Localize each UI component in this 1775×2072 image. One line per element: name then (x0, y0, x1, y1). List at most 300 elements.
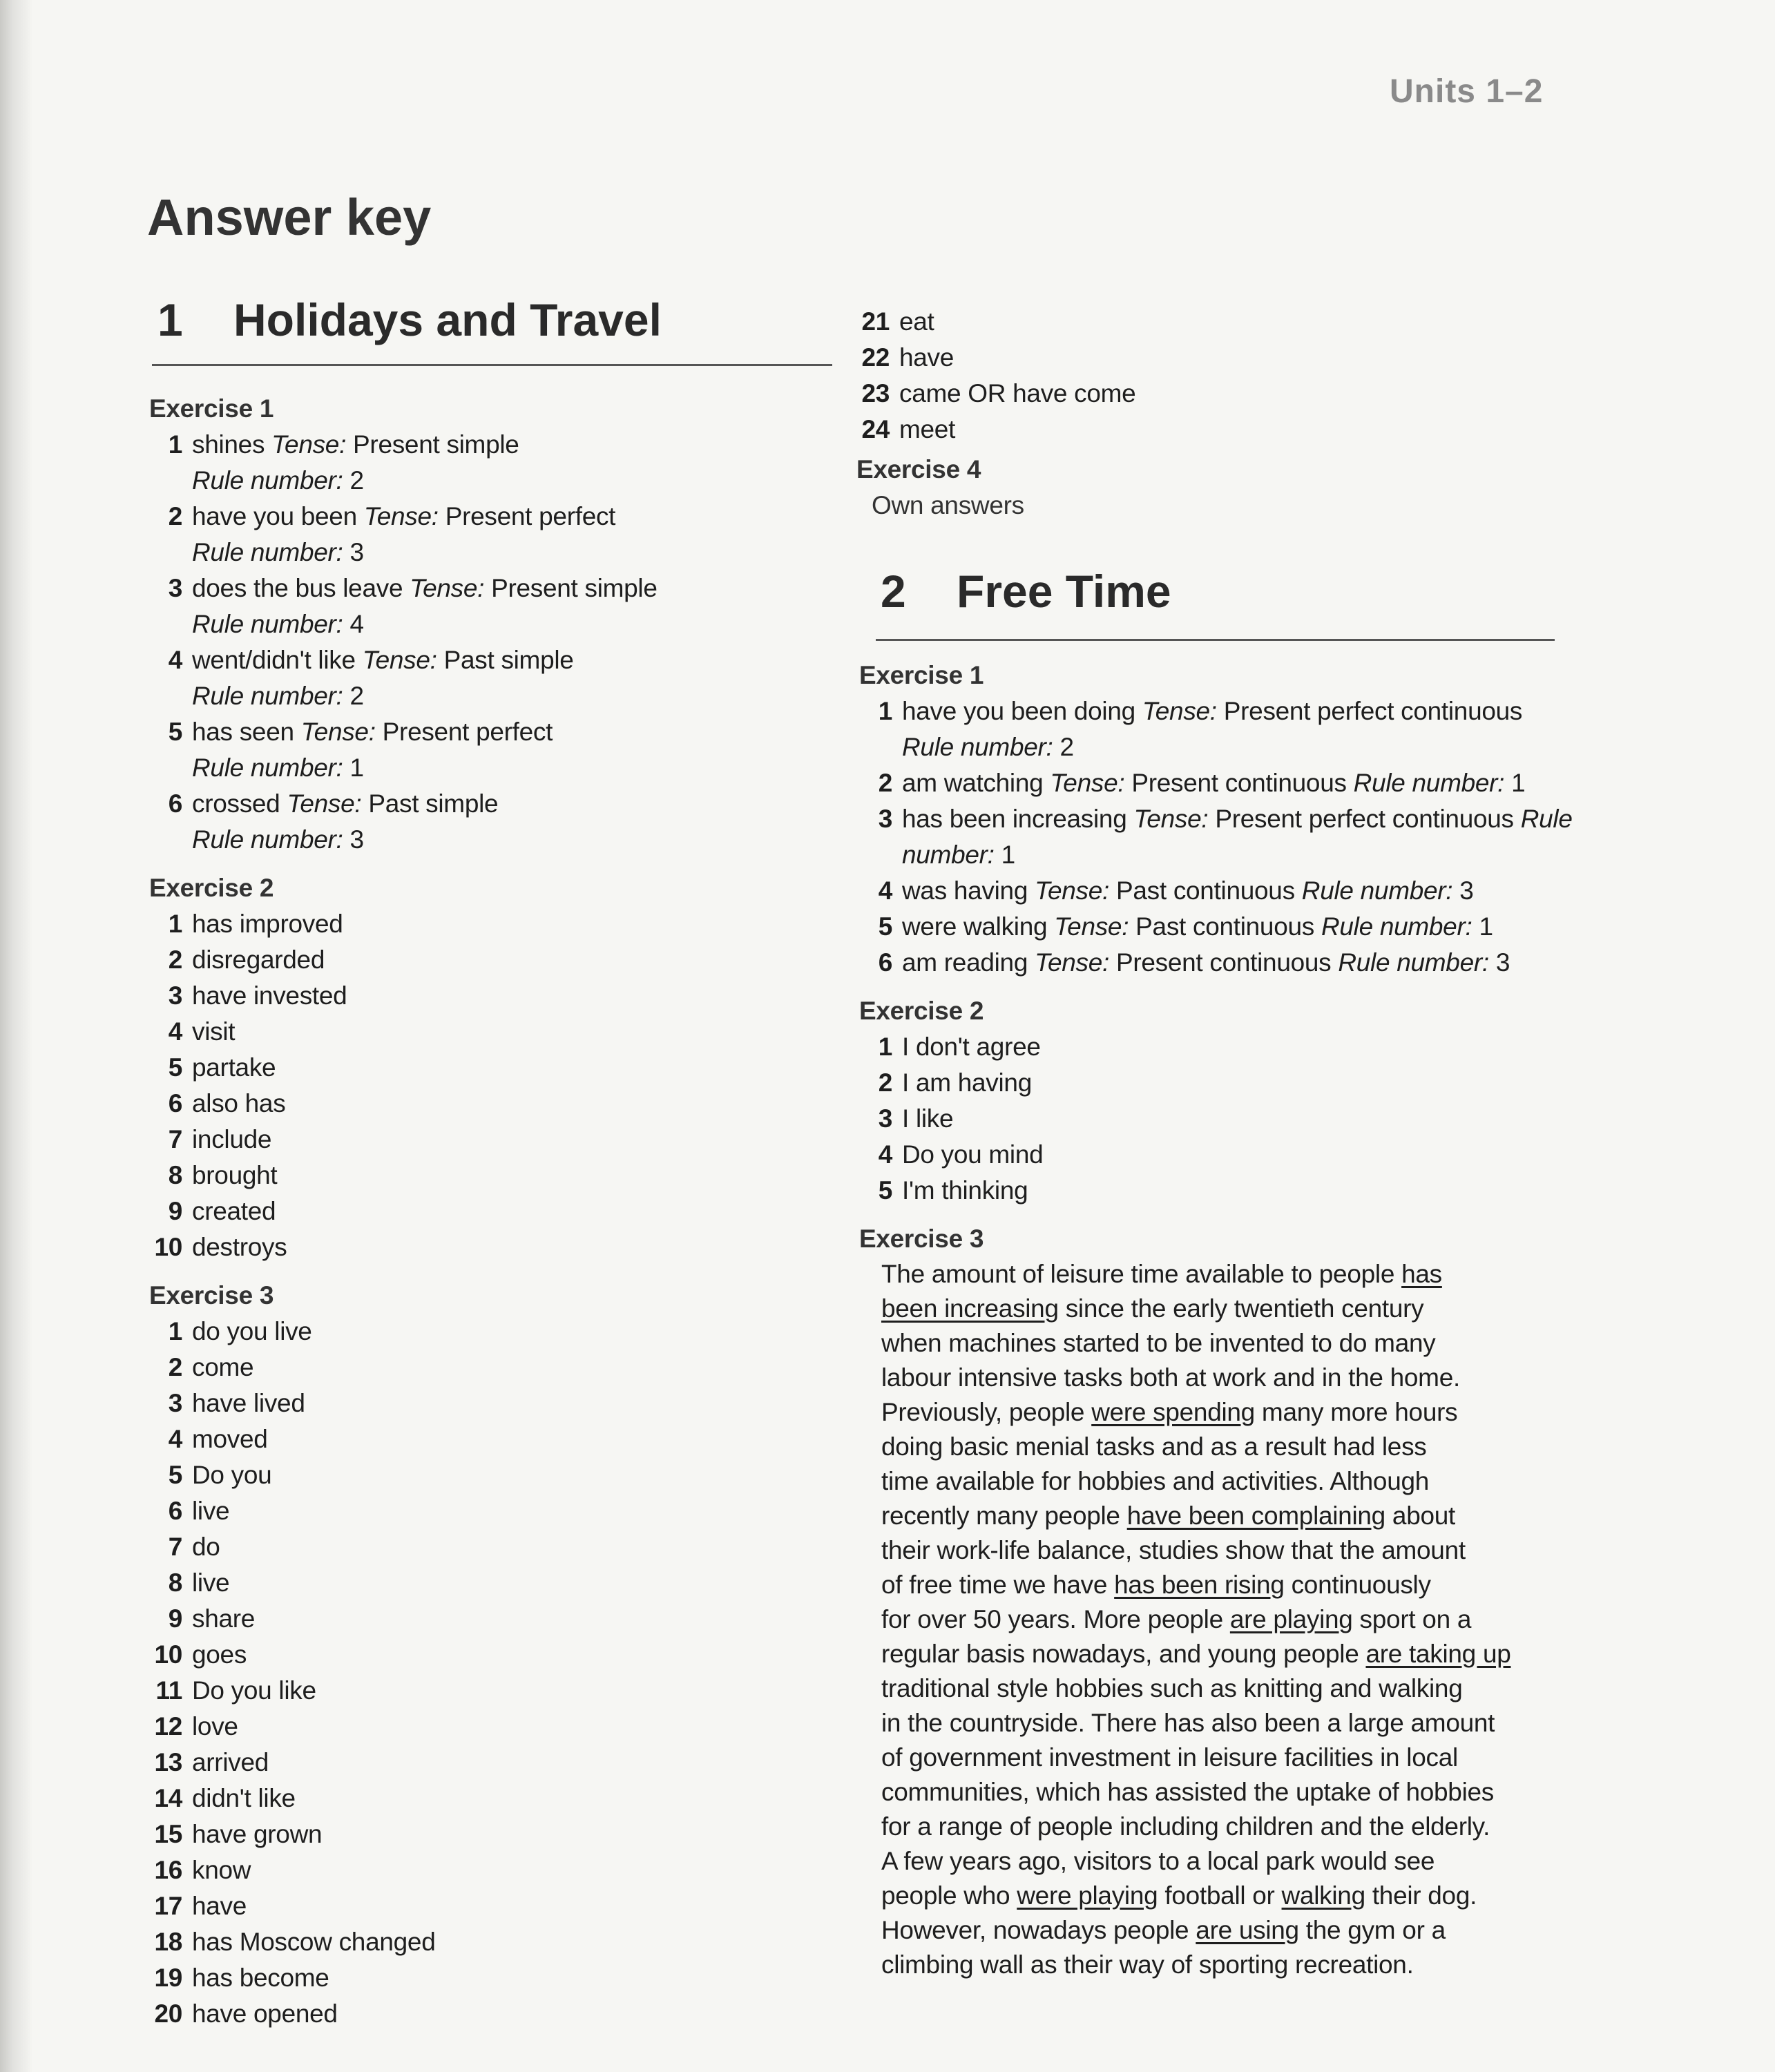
item-answer: crossed (192, 789, 280, 818)
item-answer: am reading (902, 948, 1028, 977)
item-rule: 3 (1459, 876, 1474, 905)
list-item (859, 1173, 1577, 1209)
item-body (902, 1137, 1577, 1173)
item-body (192, 570, 840, 642)
item-answer: have grown (192, 1820, 323, 1848)
exercise-heading: Exercise 2 (859, 997, 984, 1025)
item-answer: visit (192, 1017, 236, 1046)
paragraph-line (881, 1464, 1577, 1499)
list-item (149, 1529, 840, 1565)
item-answer: have you been doing (902, 697, 1135, 725)
item-number: 5 (878, 912, 892, 941)
item-body (192, 786, 840, 858)
list-item (149, 786, 840, 858)
item-body (902, 1065, 1577, 1101)
item-answer: I don't agree (902, 1033, 1041, 1061)
rule-label: Rule number: (1321, 912, 1472, 941)
item-body (899, 304, 1589, 340)
list-item (149, 1350, 840, 1385)
list-item (859, 1137, 1577, 1173)
text-segment: about (1385, 1502, 1456, 1530)
item-body (192, 1852, 840, 1888)
exercise-heading: Exercise 3 (149, 1281, 274, 1310)
item-number: 1 (168, 430, 182, 459)
item-body (192, 978, 840, 1014)
paragraph-line (881, 1706, 1577, 1740)
text-segment: when machines started to be invented to do many (881, 1329, 1436, 1357)
list-item (149, 1314, 840, 1350)
item-body (902, 801, 1577, 873)
item-body (192, 499, 840, 570)
item-answer: have opened (192, 1999, 338, 2028)
item-answer: didn't like (192, 1784, 296, 1812)
right-column-section-2 (859, 658, 1577, 1982)
item-body (902, 1101, 1577, 1137)
list-item (859, 765, 1577, 801)
list-item (149, 642, 840, 714)
item-answer: have (899, 343, 954, 372)
item-number: 18 (154, 1928, 182, 1956)
item-answer: partake (192, 1053, 276, 1082)
item-answer: does the bus leave (192, 574, 403, 602)
item-tense: Present perfect (382, 718, 553, 746)
list-item (149, 1565, 840, 1601)
section-2-divider (876, 639, 1555, 641)
item-answer: has seen (192, 718, 294, 746)
paragraph-line (881, 1637, 1577, 1671)
tense-label: Tense: (287, 789, 362, 818)
item-body (192, 1601, 840, 1637)
item-body (902, 765, 1577, 801)
item-number: 2 (168, 502, 182, 530)
item-number: 8 (168, 1569, 182, 1597)
item-answer: created (192, 1197, 276, 1225)
item-body (192, 427, 840, 499)
item-body (192, 1158, 840, 1193)
item-tense: Past continuous (1135, 912, 1314, 941)
item-body (192, 1960, 840, 1996)
text-segment: for a range of people including children and the elderly. (881, 1812, 1490, 1841)
item-answer: do you live (192, 1317, 312, 1345)
item-number: 9 (168, 1197, 182, 1225)
text-segment: time available for hobbies and activities. Although (881, 1467, 1430, 1495)
exercise-heading: Exercise 4 (856, 455, 981, 483)
item-number: 14 (154, 1784, 182, 1812)
item-number: 9 (168, 1604, 182, 1633)
rule-label: Rule number: (192, 682, 343, 710)
item-number: 3 (168, 1389, 182, 1417)
item-answer: Do you mind (902, 1140, 1044, 1169)
item-number: 1 (168, 1317, 182, 1345)
item-body (902, 873, 1577, 909)
exercise-4-answer: Own answers (872, 491, 1024, 519)
tense-label: Tense: (1142, 697, 1217, 725)
paragraph-line (881, 1602, 1577, 1637)
section-1-divider (152, 364, 832, 366)
paragraph-line (881, 1499, 1577, 1533)
item-tense: Past simple (368, 789, 499, 818)
text-segment: traditional style hobbies such as knitting and walking (881, 1674, 1463, 1702)
list-item (859, 945, 1577, 981)
item-number: 2 (168, 946, 182, 974)
item-body (192, 906, 840, 942)
item-number: 10 (154, 1640, 182, 1669)
paragraph-line (881, 1740, 1577, 1775)
right-column (856, 304, 1589, 524)
rule-label: Rule number: (902, 733, 1053, 761)
item-body (192, 642, 840, 714)
list-item (149, 1014, 840, 1050)
text-segment: of free time we have (881, 1571, 1115, 1599)
list-item (149, 1601, 840, 1637)
rule-label: Rule number: (902, 805, 1573, 869)
item-answer: eat (899, 307, 934, 336)
list-item (149, 1673, 840, 1709)
text-segment: communities, which has assisted the uptake of hobbies (881, 1778, 1494, 1806)
item-tense: Present perfect continuous (1215, 805, 1514, 833)
text-segment: for over 50 years. More people (881, 1605, 1230, 1633)
text-segment: doing basic menial tasks and as a result had less (881, 1432, 1427, 1461)
exercise-3-paragraph (859, 1257, 1577, 1982)
item-body (899, 412, 1589, 448)
item-number: 7 (168, 1533, 182, 1561)
item-answer: was having (902, 876, 1028, 905)
item-body (192, 1529, 840, 1565)
item-answer: do (192, 1533, 220, 1561)
item-number: 3 (168, 981, 182, 1010)
paragraph-line (881, 1568, 1577, 1602)
item-rule: 1 (1511, 769, 1526, 797)
item-number: 2 (878, 769, 892, 797)
item-number: 5 (168, 1461, 182, 1489)
text-segment: Previously, people (881, 1398, 1092, 1426)
rule-wrap (192, 463, 840, 499)
list-item (149, 1421, 840, 1457)
rule-wrap (192, 750, 840, 786)
item-number: 19 (154, 1964, 182, 1992)
item-body (192, 1637, 840, 1673)
text-segment: The amount of leisure time available to people (881, 1260, 1402, 1288)
list-item (149, 1493, 840, 1529)
item-answer: meet (899, 415, 956, 443)
exercise-heading: Exercise 1 (149, 394, 274, 423)
item-answer: I am having (902, 1068, 1032, 1097)
paragraph-line (881, 1671, 1577, 1706)
rule-label: Rule number: (1338, 948, 1489, 977)
item-number: 6 (878, 948, 892, 977)
rule-label: Rule number: (1353, 769, 1505, 797)
list-item (149, 570, 840, 642)
list-item (859, 1101, 1577, 1137)
list-item (859, 873, 1577, 909)
item-body (192, 1457, 840, 1493)
item-answer: has become (192, 1964, 329, 1992)
paragraph-line (881, 1913, 1577, 1948)
tense-label: Tense: (1035, 948, 1110, 977)
paragraph-line (881, 1292, 1577, 1326)
list-item (149, 1816, 840, 1852)
item-number: 10 (154, 1233, 182, 1261)
item-answer: include (192, 1125, 272, 1153)
item-body (192, 1193, 840, 1229)
rule-wrap (1331, 948, 1510, 977)
list-item (149, 1745, 840, 1781)
item-number: 1 (168, 910, 182, 938)
tense-label: Tense: (1035, 876, 1110, 905)
item-number: 20 (154, 1999, 182, 2028)
text-segment: climbing wall as their way of sporting recreation. (881, 1950, 1414, 1979)
item-body (902, 945, 1577, 981)
rule-label: Rule number: (192, 538, 343, 566)
item-answer: live (192, 1497, 230, 1525)
underlined-verb: were spending (1091, 1398, 1255, 1426)
item-answer: arrived (192, 1748, 269, 1776)
item-number: 13 (154, 1748, 182, 1776)
rule-label: Rule number: (192, 610, 343, 638)
rule-label: Rule number: (192, 754, 343, 782)
item-number: 23 (861, 379, 890, 407)
item-body (192, 1385, 840, 1421)
list-item (149, 1050, 840, 1086)
item-tense: Present simple (353, 430, 519, 459)
item-rule: 3 (349, 825, 364, 854)
section-1-heading (157, 294, 662, 346)
item-number: 6 (168, 789, 182, 818)
item-number: 6 (168, 1497, 182, 1525)
item-body (192, 1996, 840, 2032)
list-item (149, 1781, 840, 1816)
item-rule: 1 (349, 754, 364, 782)
text-segment: continuously (1284, 1571, 1431, 1599)
item-body (192, 1086, 840, 1122)
item-body (899, 376, 1589, 412)
list-item (859, 909, 1577, 945)
paragraph-line (881, 1844, 1577, 1879)
item-body (192, 1816, 840, 1852)
list-item (149, 1888, 840, 1924)
text-segment: people who (881, 1881, 1017, 1910)
item-body (192, 1781, 840, 1816)
item-body (192, 1673, 840, 1709)
text-segment: regular basis nowadays, and young people (881, 1640, 1366, 1668)
list-item (149, 1960, 840, 1996)
text-segment: labour intensive tasks both at work and in the home. (881, 1363, 1460, 1392)
item-tense: Present simple (491, 574, 658, 602)
item-number: 4 (168, 646, 182, 674)
scan-edge (0, 0, 33, 2072)
list-item (149, 499, 840, 570)
list-item (856, 304, 1589, 340)
rule-wrap (1295, 876, 1474, 905)
rule-wrap (1347, 769, 1526, 797)
text-segment: of government investment in leisure facilities in local (881, 1743, 1458, 1772)
paragraph-line (881, 1810, 1577, 1844)
item-number: 4 (168, 1425, 182, 1453)
item-answer: come (192, 1353, 254, 1381)
item-number: 3 (878, 805, 892, 833)
list-item (149, 1852, 840, 1888)
text-segment: their work-life balance, studies show that the amount (881, 1536, 1466, 1564)
item-tense: Past simple (443, 646, 574, 674)
exercise-heading: Exercise 1 (859, 661, 984, 689)
tense-label: Tense: (1050, 769, 1125, 797)
paragraph-line (881, 1775, 1577, 1810)
item-number: 2 (878, 1068, 892, 1097)
list-item (859, 801, 1577, 873)
section-1-title: Holidays and Travel (233, 294, 662, 345)
item-answer: know (192, 1856, 251, 1884)
text-segment: the gym or a (1298, 1916, 1446, 1944)
item-rule: 2 (349, 466, 364, 495)
item-answer: am watching (902, 769, 1044, 797)
item-body (192, 1493, 840, 1529)
item-number: 5 (878, 1176, 892, 1205)
item-body (192, 1229, 840, 1265)
item-answer: goes (192, 1640, 247, 1669)
item-body (192, 1421, 840, 1457)
list-item (149, 1229, 840, 1265)
item-rule: 2 (1059, 733, 1074, 761)
list-item (149, 714, 840, 786)
text-segment: However, nowadays people (881, 1916, 1196, 1944)
underlined-verb: are using (1196, 1916, 1299, 1944)
item-number: 22 (861, 343, 890, 372)
text-segment: football or (1158, 1881, 1282, 1910)
item-answer: moved (192, 1425, 268, 1453)
item-answer: have invested (192, 981, 347, 1010)
list-item (149, 1122, 840, 1158)
list-item (149, 1193, 840, 1229)
item-number: 12 (154, 1712, 182, 1740)
item-body (192, 714, 840, 786)
list-item (149, 1996, 840, 2032)
tense-label: Tense: (1133, 805, 1209, 833)
list-item (149, 1158, 840, 1193)
paragraph-line (881, 1326, 1577, 1361)
item-body (192, 1888, 840, 1924)
item-answer: Do you (192, 1461, 272, 1489)
paragraph-line (881, 1430, 1577, 1464)
list-item (149, 1385, 840, 1421)
section-1-number: 1 (157, 294, 183, 345)
tense-label: Tense: (410, 574, 485, 602)
tense-label: Tense: (363, 502, 439, 530)
item-number: 3 (878, 1104, 892, 1133)
paragraph-line (881, 1361, 1577, 1395)
tense-label: Tense: (362, 646, 437, 674)
text-segment: in the countryside. There has also been a large amount (881, 1709, 1495, 1737)
underlined-verb: were playing (1017, 1881, 1158, 1910)
item-number: 3 (168, 574, 182, 602)
item-answer: came OR have come (899, 379, 1136, 407)
item-body (192, 1565, 840, 1601)
paragraph-line (881, 1879, 1577, 1913)
item-body (192, 1014, 840, 1050)
item-answer: has improved (192, 910, 343, 938)
rule-wrap (192, 822, 840, 858)
item-body (902, 1029, 1577, 1065)
text-segment: A few years ago, visitors to a local park would see (881, 1847, 1435, 1875)
rule-label: Rule number: (1301, 876, 1453, 905)
item-tense: Present continuous (1131, 769, 1347, 797)
underlined-verb: has (1401, 1260, 1442, 1288)
item-answer: destroys (192, 1233, 287, 1261)
item-tense: Past continuous (1116, 876, 1295, 905)
item-answer: I'm thinking (902, 1176, 1028, 1205)
item-number: 16 (154, 1856, 182, 1884)
item-number: 1 (878, 1033, 892, 1061)
list-item (149, 1457, 840, 1493)
text-segment: their dog. (1365, 1881, 1477, 1910)
item-body (899, 340, 1589, 376)
page-units-label: Units 1–2 (1390, 73, 1544, 110)
list-item (149, 906, 840, 942)
item-number: 4 (878, 1140, 892, 1169)
exercise-heading: Exercise 2 (149, 874, 274, 902)
tense-label: Tense: (300, 718, 376, 746)
item-body (192, 1350, 840, 1385)
item-body (902, 909, 1577, 945)
section-2-number: 2 (881, 566, 906, 617)
item-rule: 1 (1001, 841, 1015, 869)
item-answer: I like (902, 1104, 954, 1133)
page-title: Answer key (147, 189, 432, 246)
item-answer: have you been (192, 502, 357, 530)
item-number: 21 (861, 307, 890, 336)
list-item (856, 340, 1589, 376)
item-number: 5 (168, 718, 182, 746)
item-body (192, 942, 840, 978)
item-rule: 4 (349, 610, 364, 638)
underlined-verb: walking (1281, 1881, 1365, 1910)
item-number: 17 (154, 1892, 182, 1920)
underlined-verb: are taking up (1365, 1640, 1511, 1668)
text-segment: many more hours (1254, 1398, 1458, 1426)
item-number: 2 (168, 1353, 182, 1381)
list-item (859, 1029, 1577, 1065)
paragraph-line (881, 1395, 1577, 1430)
item-rule: 1 (1479, 912, 1493, 941)
item-rule: 3 (349, 538, 364, 566)
item-number: 5 (168, 1053, 182, 1082)
item-number: 11 (155, 1676, 182, 1705)
paragraph-line (881, 1533, 1577, 1568)
rule-label: Rule number: (192, 825, 343, 854)
item-number: 15 (154, 1820, 182, 1848)
item-number: 8 (168, 1161, 182, 1189)
item-number: 24 (861, 415, 890, 443)
item-answer: shines (192, 430, 265, 459)
text-segment: sport on a (1352, 1605, 1472, 1633)
paragraph-line (881, 1948, 1577, 1982)
item-answer: share (192, 1604, 256, 1633)
rule-wrap (192, 606, 840, 642)
rule-label: Rule number: (192, 466, 343, 495)
underlined-verb: are playing (1229, 1605, 1353, 1633)
text-segment: since the early twentieth century (1058, 1294, 1424, 1323)
list-item (149, 1086, 840, 1122)
list-item (859, 693, 1577, 765)
rule-wrap (192, 535, 840, 570)
item-answer: has been increasing (902, 805, 1127, 833)
item-body (192, 1709, 840, 1745)
list-item (856, 412, 1589, 448)
item-answer: disregarded (192, 946, 325, 974)
list-item (149, 1709, 840, 1745)
tense-label: Tense: (271, 430, 347, 459)
list-item (149, 1924, 840, 1960)
list-item (149, 978, 840, 1014)
